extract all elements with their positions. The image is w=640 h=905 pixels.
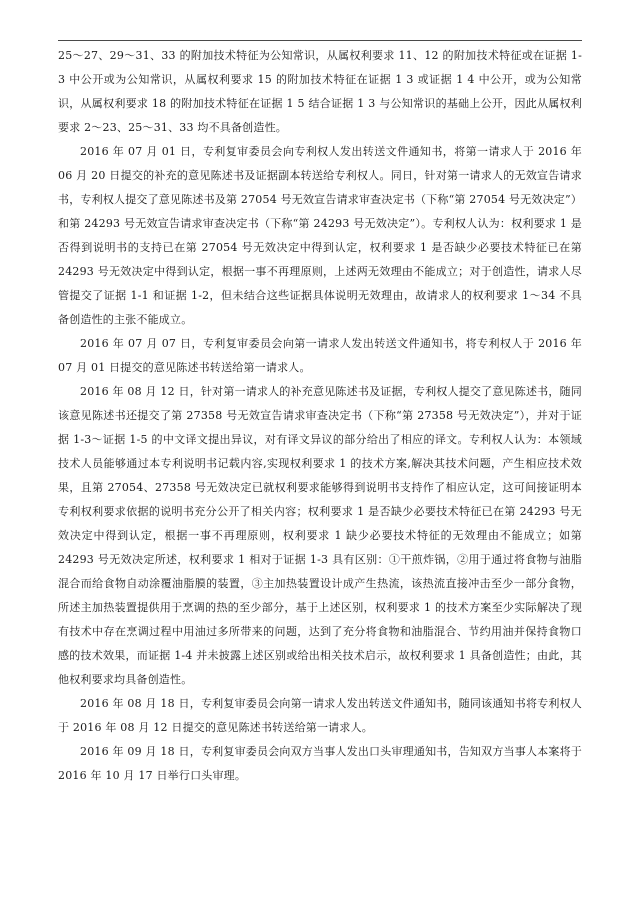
paragraph-continued: 25～27、29～31、33 的附加技术特征为公知常识，从属权利要求 11、12 的附加技术特征或在证据 1-3 中公开或为公知常识，从属权利要求 15 的附加技术特征在证据 1 3 或证据 1 4 中公开，或为公知常识，从属权利要求 18 的附加技术特征在证据 1 5 结合证据 1 3 与公知常识的基础上公开，因此从属权利要求 2～23、25～31、33 均不具备创造性。 [58,49,582,134]
document-body [58,44,582,788]
paragraph-2016-08-18: 2016 年 08 月 18 日，专利复审委员会向第一请求人发出转送文件通知书，随同该通知书将专利权人于 2016 年 08 月 12 日提交的意见陈述书转送给第一请求人。 [58,697,582,734]
paragraph-2016-07-07: 2016 年 07 月 07 日，专利复审委员会向第一请求人发出转送文件通知书，将专利权人于 2016 年 07 月 01 日提交的意见陈述书转送给第一请求人。 [58,337,582,374]
header-rule [58,40,582,41]
paragraph-2016-09-18: 2016 年 09 月 18 日，专利复审委员会向双方当事人发出口头审理通知书，告知双方当事人本案将于 2016 年 10 月 17 日举行口头审理。 [58,745,582,782]
paragraph-2016-07-01: 2016 年 07 月 01 日，专利复审委员会向专利权人发出转送文件通知书，将第一请求人于 2016 年 06 月 20 日提交的补充的意见陈述书及证据副本转送给专利权人。同日，针对第一请求人的无效宣告请求书，专利权人提交了意见陈述书及第 27054 号无效宣告请求审查决定书（下称“第 27054 号无效决定”）和第 24293 号无效宣告请求审查决定书（下称“第 24293 号无效决定”）。专利权人认为：权利要求 1 是否得到说明书的支持已在第 27054 号无效决定中得到认定，权利要求 1 是否缺少必要技术特征已在第 24293 号无效决定中得到认定，根据一事不再理原则，上述两无效理由不能成立；对于创造性，请求人尽管提交了证据 1-1 和证据 1-2，但未结合这些证据具体说明无效理由，故请求人的权利要求 1～34 不具备创造性的主张不能成立。 [58,145,583,326]
paragraph-2016-08-12: 2016 年 08 月 12 日，针对第一请求人的补充意见陈述书及证据，专利权人提交了意见陈述书，随同该意见陈述书还提交了第 27358 号无效宣告请求审查决定书（下称“第 27358 号无效决定”），并对于证据 1-3～证据 1-5 的中文译文提出异议，对有译文异议的部分给出了相应的译文。专利权人认为：本领域技术人员能够通过本专利说明书记载内容,实现权利要求 1 的技术方案,解决其技术问题，产生相应技术效果，且第 27054、27358 号无效决定已就权利要求能够得到说明书支持作了相应认定，这可间接证明本专利权利要求依据的说明书充分公开了相关内容；权利要求 1 是否缺少必要技术特征已在第 24293 号无效决定中得到认定，根据一事不再理原则，权利要求 1 缺少必要技术特征的无效理由不能成立；如第 24293 号无效决定所述，权利要求 1 相对于证据 1-3 具有区别：①干煎炸锅，②用于通过将食物与油脂混合而给食物自动涂覆油脂膜的装置，③主加热装置设计成产生热流，该热流直接冲击至少一部分食物，所述主加热装置提供用于烹调的热的至少部分，基于上述区别，权利要求 1 的技术方案至少实际解决了现有技术中存在烹调过程中用油过多所带来的问题，达到了充分将食物和油脂混合、节约用油并保持食物口感的技术效果，而证据 1-4 并未披露上述区别或给出相关技术启示，故权利要求 1 具备创造性；由此，其他权利要求均具备创造性。 [58,385,582,686]
